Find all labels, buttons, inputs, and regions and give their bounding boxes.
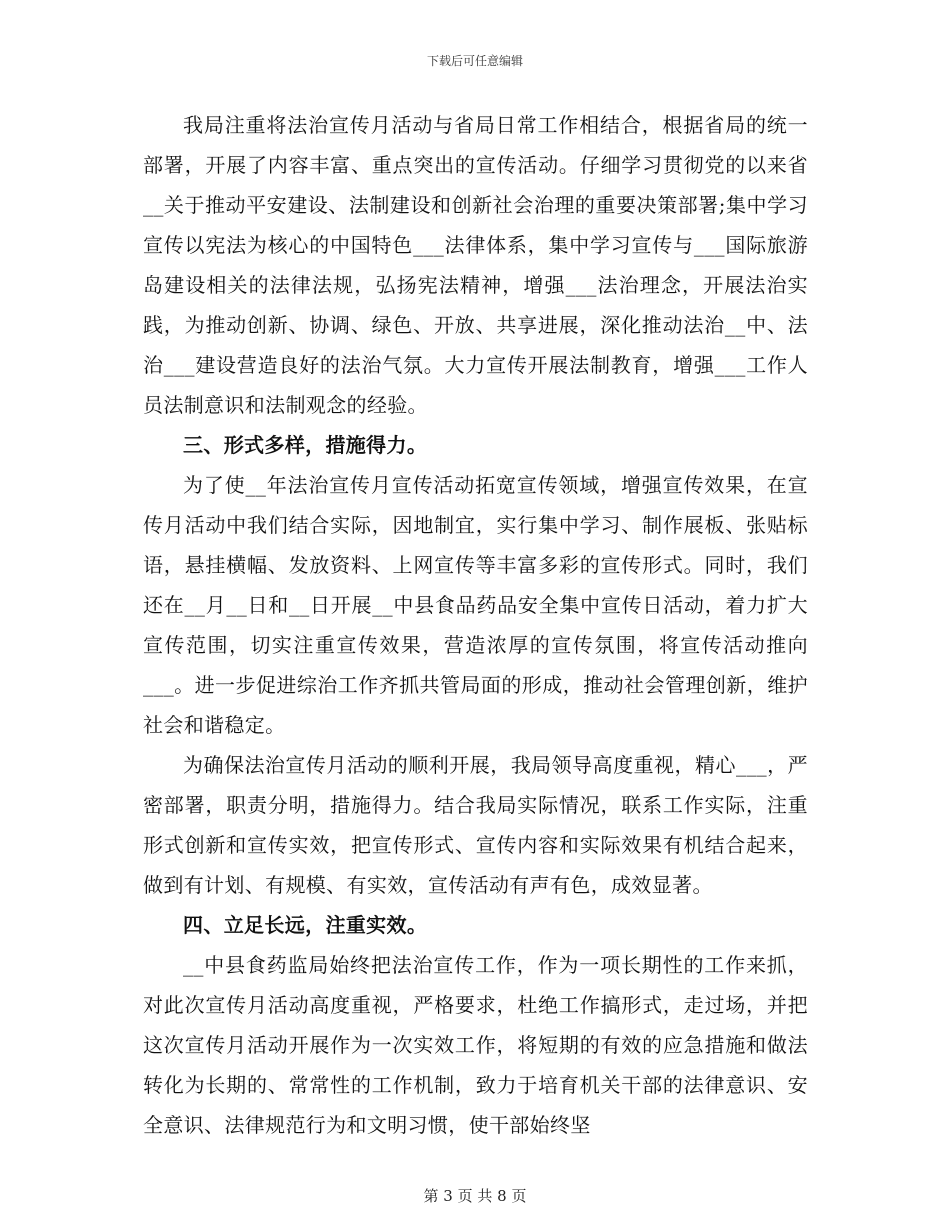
paragraph-measures: 为确保法治宣传月活动的顺利开展，我局领导高度重视，精心___，严密部署，职责分明，措施得力。结合我局实际情况，联系工作实际，注重形式创新和宣传实效，把宣传形式、宣传内容和实际效果有机结合起来，做到有计划、有规模、有实效，宣传活动有声有色，成效显著。 [143, 753, 808, 897]
section-heading-3: 三、形式多样，措施得力。 [183, 433, 428, 457]
document-body [143, 105, 808, 1145]
page-header-note: 下载后可任意编辑 [426, 54, 523, 68]
paragraph-long-term: __中县食药监局始终把法治宣传工作，作为一项长期性的工作来抓，对此次宣传月活动高度重视，严格要求，杜绝工作搞形式，走过场，并把这次宣传月活动开展作为一次实效工作，将短期的有效的应急措施和做法转化为长期的、常常性的工作机制，致力于培育机关干部的法律意识、安全意识、法律规范行为和文明习惯，使干部始终坚 [143, 953, 808, 1137]
page-number: 第 3 页 共 8 页 [423, 1187, 527, 1205]
section-heading-4: 四、立足长远，注重实效。 [183, 913, 428, 937]
paragraph-forms: 为了使__年法治宣传月宣传活动拓宽宣传领域，增强宣传效果，在宣传月活动中我们结合实际，因地制宜，实行集中学习、制作展板、张贴标语，悬挂横幅、发放资料、上网宣传等丰富多彩的宣传形式。同时，我们还在__月__日和__日开展__中县食品药品安全集中宣传日活动，着力扩大宣传范围，切实注重宣传效果，营造浓厚的宣传氛围，将宣传活动推向___。进一步促进综治工作齐抓共管局面的形成，推动社会管理创新，维护社会和谐稳定。 [143, 473, 808, 737]
paragraph-legal-publicity: 我局注重将法治宣传月活动与省局日常工作相结合，根据省局的统一部署，开展了内容丰富、重点突出的宣传活动。仔细学习贯彻党的以来省__关于推动平安建设、法制建设和创新社会治理的重要决策部署;集中学习宣传以宪法为核心的中国特色___法律体系，集中学习宣传与___国际旅游岛建设相关的法律法规，弘扬宪法精神，增强___法治理念，开展法治实践，为推动创新、协调、绿色、开放、共享进展，深化推动法治__中、法治___建设营造良好的法治气氛。大力宣传开展法制教育，增强___工作人员法制意识和法制观念的经验。 [143, 113, 808, 417]
